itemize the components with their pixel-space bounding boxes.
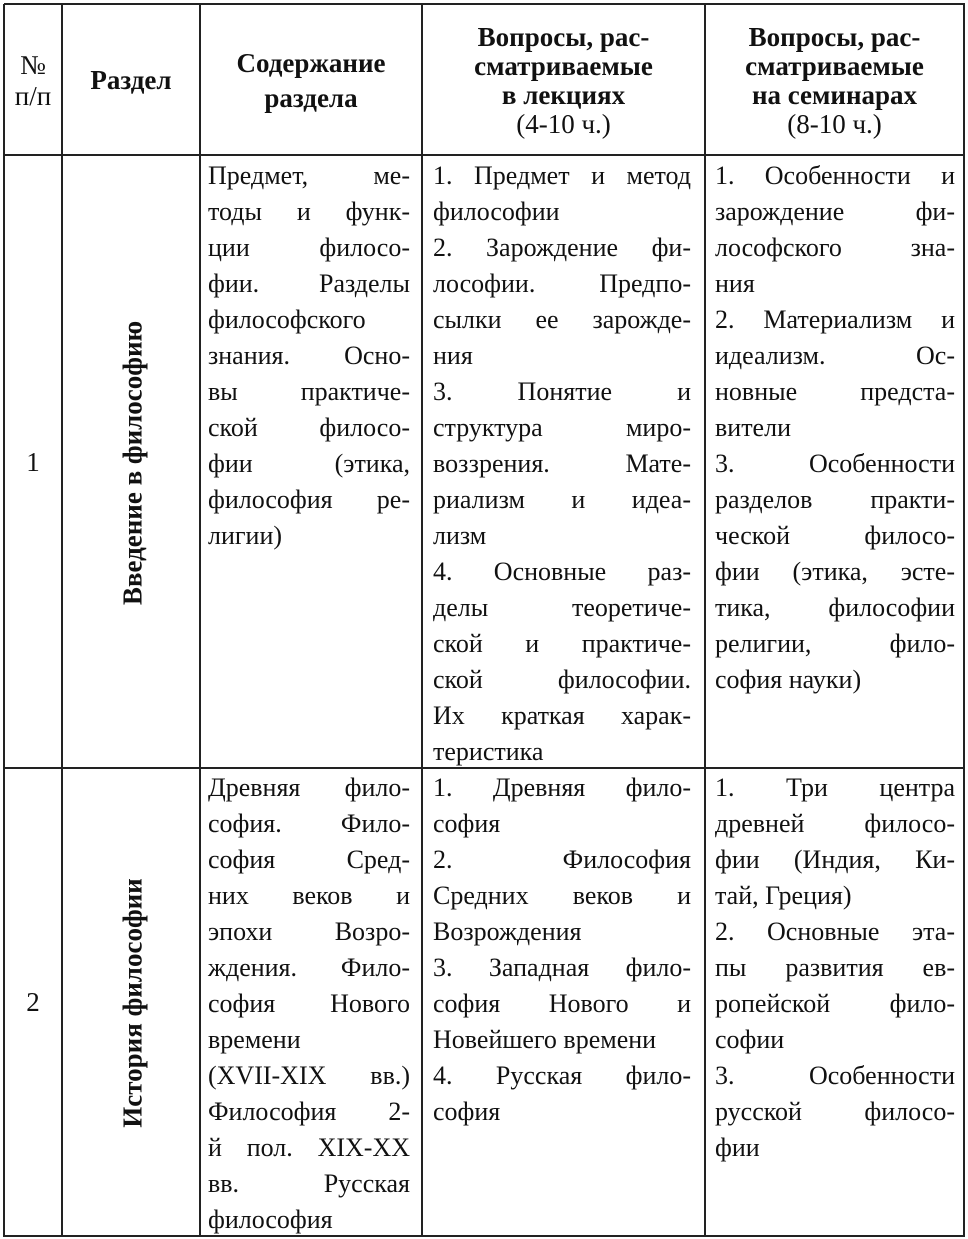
text-line: 2. Материализм и bbox=[715, 305, 955, 334]
text-line: фии. Разделы bbox=[208, 269, 410, 298]
text-line: софия Сред- bbox=[208, 845, 410, 874]
text-line: 2. Философия bbox=[433, 845, 691, 874]
text-line: (XVII-XIX вв.) bbox=[208, 1061, 410, 1090]
text-line: фии (этика, эсте- bbox=[715, 557, 955, 586]
text-line: тика, философии bbox=[715, 593, 955, 622]
header-content bbox=[201, 6, 421, 155]
text-line: фии bbox=[715, 1133, 760, 1162]
question-item bbox=[433, 158, 691, 230]
text-line: делы теоретиче- bbox=[433, 593, 691, 622]
text-line: философии bbox=[433, 197, 560, 226]
row-number: 1 bbox=[26, 446, 40, 477]
text-line: 4. Русская фило- bbox=[433, 1061, 691, 1090]
text-line: тоды и функ- bbox=[208, 197, 410, 226]
text-line: новные предста- bbox=[715, 377, 955, 406]
content-paragraph bbox=[208, 770, 410, 1058]
text-line: философия ре- bbox=[208, 485, 410, 514]
question-item bbox=[715, 302, 955, 446]
text-line: й пол. XIX-XX bbox=[208, 1133, 410, 1162]
question-item bbox=[433, 950, 691, 1058]
text-line: лигии) bbox=[208, 521, 283, 550]
text-line: тай, Греция) bbox=[715, 881, 852, 910]
text-line: софия bbox=[433, 809, 501, 838]
text-line: философия bbox=[208, 1205, 333, 1234]
text-line: 1. Особенности и bbox=[715, 161, 955, 190]
column-divider bbox=[61, 4, 63, 1237]
text-line: ждения. Фило- bbox=[208, 953, 410, 982]
row-number: 2 bbox=[26, 986, 40, 1017]
table-border bbox=[3, 4, 5, 1237]
text-line: ской филосо- bbox=[208, 413, 410, 442]
text-line: Предмет, ме- bbox=[208, 161, 410, 190]
text-line: них веков и bbox=[208, 881, 410, 910]
text-line: вв. Русская bbox=[208, 1169, 410, 1198]
text-line: 2. Зарождение фи- bbox=[433, 233, 691, 262]
text-line: теристика bbox=[433, 737, 544, 766]
header-lectures-line: Вопросы, рас- bbox=[477, 21, 650, 52]
column-divider bbox=[199, 4, 201, 1237]
header-seminars-line: Вопросы, рас- bbox=[748, 21, 921, 52]
question-item bbox=[715, 158, 955, 302]
text-line: вители bbox=[715, 413, 791, 442]
table-border bbox=[4, 3, 965, 5]
text-line: ческой филосо- bbox=[715, 521, 955, 550]
text-line: 1. Предмет и метод bbox=[433, 161, 691, 190]
header-lectures bbox=[423, 6, 704, 155]
text-line: 4. Основные раз- bbox=[433, 557, 691, 586]
header-num-line: № bbox=[20, 49, 46, 80]
header-seminars-hours: (8-10 ч.) bbox=[787, 108, 882, 139]
text-line: 1. Три центра bbox=[715, 773, 955, 802]
text-line: времени bbox=[208, 1025, 301, 1054]
section-title: Введение в философию bbox=[117, 320, 148, 605]
text-line: Средних веков и bbox=[433, 881, 691, 910]
question-item bbox=[715, 446, 955, 698]
text-line: русской филосо- bbox=[715, 1097, 955, 1126]
seminars-cell bbox=[715, 770, 955, 1166]
table-border bbox=[4, 1235, 965, 1237]
text-line: Древняя фило- bbox=[208, 773, 410, 802]
content-cell bbox=[208, 158, 410, 554]
question-item bbox=[715, 914, 955, 1058]
text-line: лизм bbox=[433, 521, 487, 550]
seminars-cell bbox=[715, 158, 955, 698]
text-line: Философия 2- bbox=[208, 1097, 410, 1126]
text-line: софия науки) bbox=[715, 665, 862, 694]
content-cell bbox=[208, 770, 410, 1238]
text-line: ния bbox=[715, 269, 755, 298]
text-line: 2. Основные эта- bbox=[715, 917, 955, 946]
text-line: Новейшего времени bbox=[433, 1025, 657, 1054]
header-lectures-line: сматриваемые bbox=[474, 50, 653, 81]
text-line: фии (Индия, Ки- bbox=[715, 845, 955, 874]
text-line: пы развития ев- bbox=[715, 953, 955, 982]
header-seminars-line: сматриваемые bbox=[745, 50, 924, 81]
question-item bbox=[715, 770, 955, 914]
text-line: структура миро- bbox=[433, 413, 691, 442]
text-line: лософии. Предпо- bbox=[433, 269, 691, 298]
text-line: религии, фило- bbox=[715, 629, 955, 658]
header-seminars-line: на семинарах bbox=[751, 79, 918, 110]
section-title: История философии bbox=[117, 877, 148, 1128]
header-lectures-line: в лекциях bbox=[501, 79, 626, 110]
text-line: сылки ее зарожде- bbox=[433, 305, 691, 334]
lectures-cell bbox=[433, 158, 691, 770]
content-paragraph bbox=[208, 1058, 410, 1238]
text-line: ской философии. bbox=[433, 665, 691, 694]
text-line: идеализм. Ос- bbox=[715, 341, 955, 370]
header-num bbox=[5, 6, 61, 155]
table-border bbox=[963, 4, 965, 1237]
text-line: древней филосо- bbox=[715, 809, 955, 838]
text-line: софия Нового bbox=[208, 989, 410, 1018]
column-divider bbox=[421, 4, 423, 1237]
question-item bbox=[433, 230, 691, 374]
text-line: софия Нового и bbox=[433, 989, 691, 1018]
content-paragraph bbox=[208, 158, 410, 554]
header-section-label: Раздел bbox=[90, 65, 172, 95]
question-item bbox=[715, 1058, 955, 1166]
text-line: вы практиче- bbox=[208, 377, 410, 406]
text-line: фии (этика, bbox=[208, 449, 410, 478]
text-line: ния bbox=[433, 341, 473, 370]
text-line: ции филосо- bbox=[208, 233, 410, 262]
question-item bbox=[433, 554, 691, 770]
header-content-line: Содержание bbox=[236, 47, 386, 78]
text-line: 3. Западная фило- bbox=[433, 953, 691, 982]
text-line: Возрождения bbox=[433, 917, 582, 946]
text-line: разделов практи- bbox=[715, 485, 955, 514]
question-item bbox=[433, 374, 691, 554]
text-line: воззрения. Мате- bbox=[433, 449, 691, 478]
text-line: 1. Древняя фило- bbox=[433, 773, 691, 802]
column-divider bbox=[704, 4, 706, 1237]
text-line: 3. Понятие и bbox=[433, 377, 691, 406]
text-line: зарождение фи- bbox=[715, 197, 955, 226]
text-line: знания. Осно- bbox=[208, 341, 410, 370]
text-line: эпохи Возро- bbox=[208, 917, 410, 946]
text-line: софии bbox=[715, 1025, 785, 1054]
text-line: Их краткая харак- bbox=[433, 701, 691, 730]
text-line: софия. Фило- bbox=[208, 809, 410, 838]
text-line: риализм и идеа- bbox=[433, 485, 691, 514]
text-line: ропейской фило- bbox=[715, 989, 955, 1018]
question-item bbox=[433, 842, 691, 950]
question-item bbox=[433, 770, 691, 842]
text-line: 3. Особенности bbox=[715, 1061, 955, 1090]
header-seminars bbox=[706, 6, 963, 155]
text-line: философского bbox=[208, 305, 366, 334]
text-line: софия bbox=[433, 1097, 501, 1126]
header-section bbox=[63, 6, 199, 155]
text-line: 3. Особенности bbox=[715, 449, 955, 478]
text-line: ской и практиче- bbox=[433, 629, 691, 658]
header-content-line: раздела bbox=[264, 82, 358, 113]
question-item bbox=[433, 1058, 691, 1130]
lectures-cell bbox=[433, 770, 691, 1130]
header-num-line: п/п bbox=[14, 80, 52, 111]
text-line: лософского зна- bbox=[715, 233, 955, 262]
header-lectures-hours: (4-10 ч.) bbox=[516, 108, 611, 139]
